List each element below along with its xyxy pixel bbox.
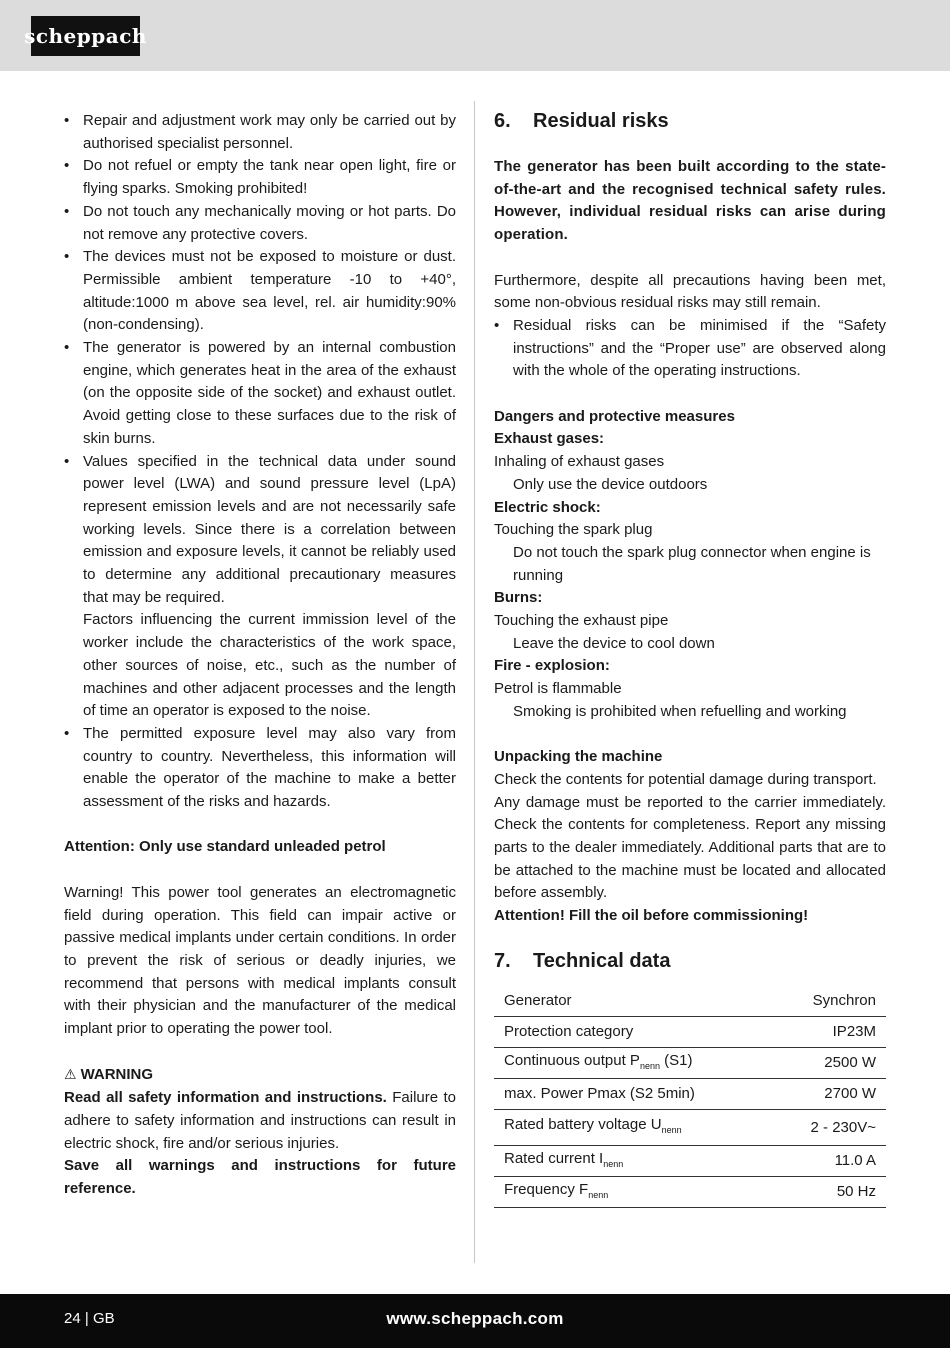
- residual-intro: The generator has been built according to the state-of-the-art and the recognised technical safety rules. However, individual residual risks can arise during operation.: [494, 158, 886, 244]
- dangers-title: Dangers and protective measures: [494, 407, 735, 425]
- tech-label-subscript: nenn: [588, 1189, 609, 1200]
- tech-value: Synchron: [773, 986, 886, 1017]
- tech-label-cell: [494, 1146, 773, 1177]
- warning-heading: [64, 1063, 456, 1087]
- safety-bullet-list-cont: [64, 723, 456, 814]
- list-item: • Residual risks can be minimised if the “Safety instructions” and the “Proper use” are observed along with the whole of the operating instructions.: [494, 315, 886, 383]
- page-number-value: 24: [64, 1310, 81, 1327]
- section-6-title: [494, 110, 886, 132]
- unpacking-text-2: Any damage must be reported to the carrier immediately. Check the contents for completeness. Report any missing parts to the dealer immediately. Additional parts that are to be attached to the machine must be located and allocated before assembly.: [494, 793, 886, 902]
- burns-measure: Leave the device to cool down: [513, 634, 715, 652]
- section-number: 7.: [494, 949, 511, 972]
- tech-value: 2700 W: [773, 1079, 886, 1110]
- table-row: [494, 1079, 886, 1110]
- tech-value: 2 - 230V~: [773, 1110, 886, 1146]
- tech-label: Protection category: [504, 1023, 634, 1040]
- technical-data-table: [494, 986, 886, 1209]
- noise-factors-text: Factors influencing the current immission level of the worker include the characteristics of the work space, other sources of noise, etc., such as the number of machines and other adjacent processes and the length of time an operator is exposed to the noise.: [83, 611, 456, 720]
- burns-risk: Touching the exhaust pipe: [494, 612, 669, 630]
- section-7-title: [494, 950, 886, 972]
- emf-warning-text: Warning! This power tool generates an electromagnetic field during operation. This field can impair active or passive medical implants under certain conditions. In order to prevent the risk of serious or deadly injuries, we recommend that persons with medical implants consult with their physician and the manufacturer of the medical implant prior to operating the power tool.: [64, 883, 456, 1038]
- tech-label-cell: [494, 1079, 773, 1110]
- tech-value: 11.0 A: [773, 1146, 886, 1177]
- tech-value: 50 Hz: [773, 1177, 886, 1208]
- table-row: [494, 1017, 886, 1048]
- website-url: www.scheppach.com: [386, 1309, 564, 1328]
- table-row: [494, 986, 886, 1017]
- list-item: • Do not touch any mechanically moving or hot parts. Do not remove any protective covers.: [64, 201, 456, 246]
- tech-label: Rated current I: [504, 1149, 604, 1167]
- section-number: 6.: [494, 110, 511, 132]
- tech-label-subscript: nenn: [661, 1125, 682, 1135]
- list-item: • Values specified in the technical data under sound power level (LWA) and sound pressure level (LpA) represent emission levels and are not necessarily safe working levels. Since there is a correlation between emission and exposure levels, it cannot be reliably used to determine any additional precautionary measures that may be required.: [64, 451, 456, 610]
- warning-read-bold: Read all safety information and instructions.: [64, 1089, 387, 1107]
- warning-save-text: Save all warnings and instructions for future reference.: [64, 1157, 456, 1197]
- tech-label: Generator: [504, 991, 572, 1009]
- left-column: [64, 110, 456, 1201]
- tech-label-cell: [494, 986, 773, 1017]
- list-item: • The generator is powered by an internal combustion engine, which generates heat in the area of the exhaust (on the opposite side of the socket) and exhaust outlet. Avoid getting close to these surfaces due to the risk of skin burns.: [64, 337, 456, 451]
- unpacking-text-1: Check the contents for potential damage during transport.: [494, 770, 877, 788]
- page-footer: [0, 1294, 950, 1348]
- right-column: [494, 110, 886, 1208]
- tech-label: Continuous output P: [504, 1051, 640, 1069]
- tech-label-cell: [494, 1017, 773, 1048]
- residual-furthermore: Furthermore, despite all precautions having been met, some non-obvious residual risks may still remain.: [494, 271, 886, 312]
- section-title: Technical data: [533, 949, 671, 972]
- list-item: • Do not refuel or empty the tank near open light, fire or flying sparks. Smoking prohibited!: [64, 155, 456, 200]
- scheppach-logo: scheppach: [31, 16, 140, 56]
- tech-label-cell: [494, 1110, 773, 1146]
- fire-risk: Petrol is flammable: [494, 680, 622, 698]
- tech-label-cell: [494, 1048, 773, 1079]
- tech-label-cell: [494, 1177, 773, 1208]
- table-row: [494, 1177, 886, 1208]
- tech-label: Frequency F: [504, 1180, 589, 1198]
- burns-title: Burns:: [494, 589, 543, 607]
- warning-triangle-icon: ⚠: [64, 1066, 77, 1083]
- petrol-attention: Attention: Only use standard unleaded petrol: [64, 838, 386, 856]
- list-item: • The devices must not be exposed to moisture or dust. Permissible ambient temperature -10 to +40°, altitude:1000 m above sea level, rel. air humidity:90% (non-condensing).: [64, 246, 456, 337]
- tech-value: 2500 W: [773, 1048, 886, 1079]
- shock-measure: Do not touch the spark plug connector when engine is running: [513, 543, 871, 584]
- table-row: [494, 1146, 886, 1177]
- exhaust-measure: Only use the device outdoors: [513, 475, 708, 493]
- language-code: GB: [92, 1310, 115, 1327]
- tech-label: max. Power Pmax (S2 5min): [504, 1085, 695, 1102]
- page-separator: |: [84, 1310, 89, 1327]
- fire-measure: Smoking is prohibited when refuelling and working: [513, 702, 847, 720]
- exhaust-title: Exhaust gases:: [494, 430, 605, 448]
- oil-attention: Attention! Fill the oil before commissioning!: [494, 907, 809, 925]
- tech-value: IP23M: [773, 1017, 886, 1048]
- safety-bullet-list: [64, 110, 456, 609]
- tech-label-subscript: nenn: [639, 1060, 660, 1071]
- column-divider: [474, 101, 475, 1263]
- unpacking-title: Unpacking the machine: [494, 748, 663, 766]
- residual-bullet-list: [494, 315, 886, 383]
- list-item: • Repair and adjustment work may only be carried out by authorised specialist personnel.: [64, 110, 456, 155]
- section-title: Residual risks: [533, 110, 669, 132]
- warning-read-text: [64, 1087, 456, 1155]
- exhaust-risk: Inhaling of exhaust gases: [494, 453, 665, 471]
- list-item: • The permitted exposure level may also vary from country to country. Nevertheless, this information will enable the operator of the machine to make a better assessment of the risks and hazards.: [64, 723, 456, 814]
- tech-label-suffix: (S1): [659, 1051, 693, 1069]
- table-row: [494, 1048, 886, 1079]
- table-row: [494, 1110, 886, 1146]
- shock-title: Electric shock:: [494, 498, 601, 516]
- warning-title: WARNING: [80, 1066, 154, 1084]
- warning-read-rest: Failure to adhere to safety information and instructions can result in electric shock, fire and/or serious injuries.: [64, 1089, 456, 1152]
- fire-title: Fire - explosion:: [494, 657, 610, 675]
- shock-risk: Touching the spark plug: [494, 521, 653, 539]
- tech-label-subscript: nenn: [603, 1158, 624, 1169]
- tech-label: Rated battery voltage U: [504, 1116, 662, 1133]
- page-header: [0, 0, 950, 71]
